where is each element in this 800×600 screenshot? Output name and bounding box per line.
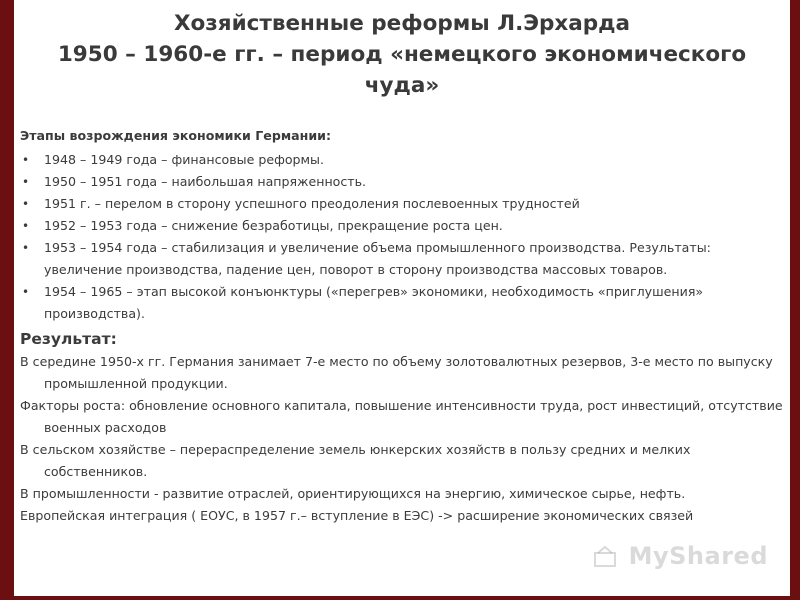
bullet: • [22,153,30,167]
list-item [20,281,790,325]
list-item-text: 1953 – 1954 года – стабилизация и увеличение объема промышленного производства. Результаты: увеличение производства, падение цен, поворот в сторону производства массовых товаров. [44,240,711,277]
result-heading: Результат: [20,330,117,348]
watermark: MyShared [628,542,768,570]
list-item [20,237,790,281]
result-paragraph: Европейская интеграция ( ЕОУС, в 1957 г.– вступление в ЕЭС) -> расширение экономических связей [20,508,694,523]
list-item [20,193,790,215]
result-paragraph: Факторы роста: обновление основного капитала, повышение интенсивности труда, рост инвестиций, отсутствие военных расходов [20,398,783,435]
result-paragraph: В сельском хозяйстве – перераспределение земель юнкерских хозяйств в пользу средних и мелких собственников. [20,442,691,479]
result-paragraph: В середине 1950-х гг. Германия занимает 7-е место по объему золотовалютных резервов, 3-е место по выпуску промышленной продукции. [20,354,773,391]
list-item-text: 1954 – 1965 – этап высокой конъюнктуры («перегрев» экономики, необходимость «приглушения» производства). [44,284,704,321]
title-line-3: чуда» [364,73,440,98]
list-item [20,149,790,171]
watermark-logo-icon [592,544,618,570]
result-paragraph: В промышленности - развитие отраслей, ориентирующихся на энергию, химическое сырье, нефть. [20,486,686,501]
list-item-text: 1952 – 1953 года – снижение безработицы, прекращение роста цен. [44,218,503,233]
slide-content [20,125,790,527]
slide [14,0,790,596]
bullet: • [22,197,30,211]
bullet: • [22,175,30,189]
list-item [20,171,790,193]
list-item-text: 1951 г. – перелом в сторону успешного преодоления послевоенных трудностей [44,196,580,211]
slide-title [14,8,790,101]
list-item [20,215,790,237]
bullet: • [22,219,30,233]
title-line-2: 1950 – 1960-е гг. – период «немецкого экономического [57,42,747,67]
list-item-text: 1948 – 1949 года – финансовые реформы. [44,152,324,167]
title-line-1: Хозяйственные реформы Л.Эрхарда [173,11,631,36]
list-item-text: 1950 – 1951 года – наибольшая напряженность. [44,174,367,189]
bullet: • [22,241,30,255]
stages-list [20,149,790,325]
bullet: • [22,285,30,299]
stages-heading: Этапы возрождения экономики Германии: [20,128,332,143]
